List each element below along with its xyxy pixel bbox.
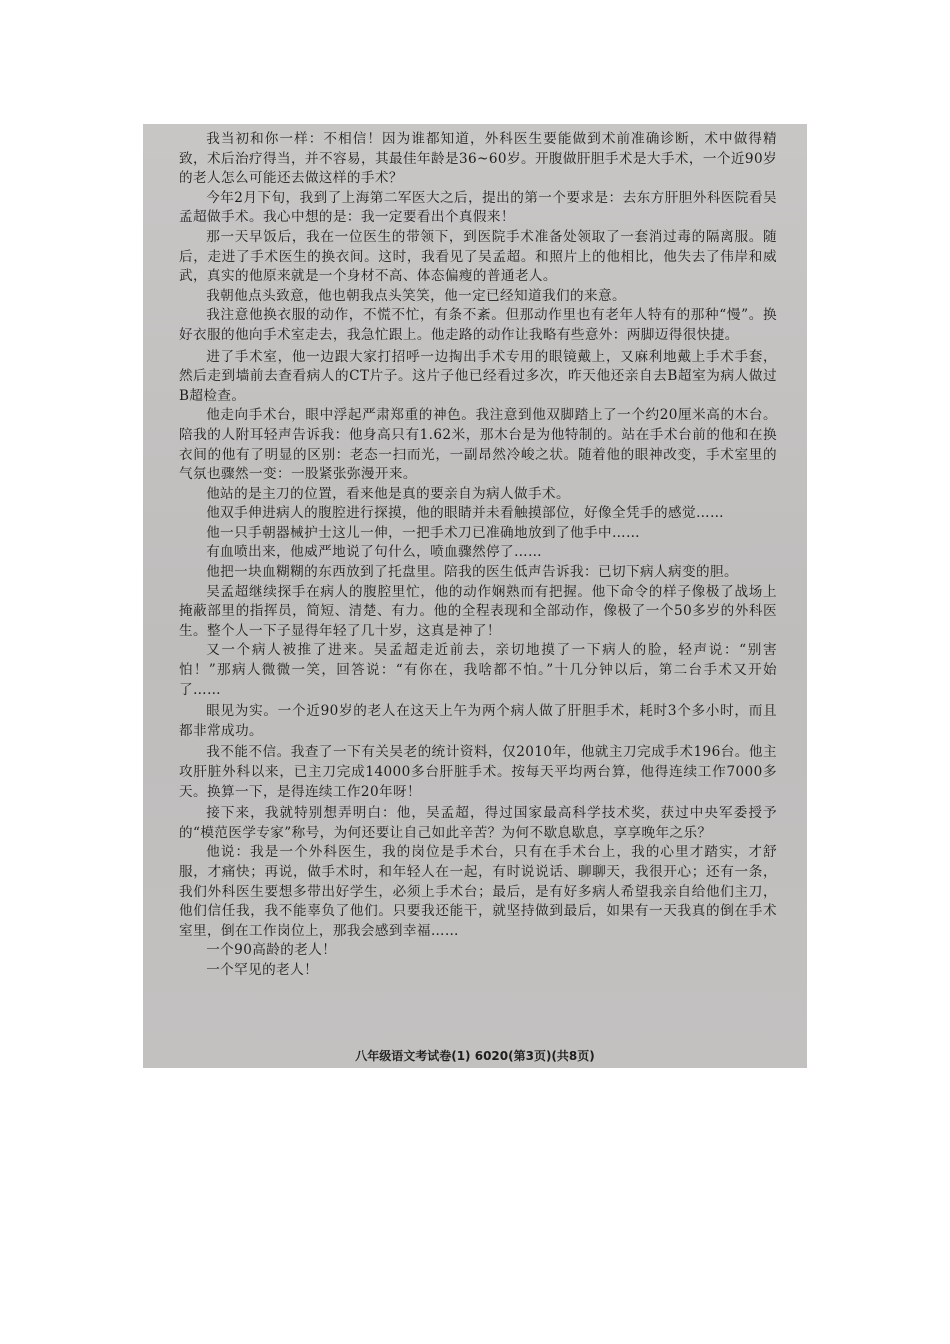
- paragraph: 我注意他换衣服的动作，不慌不忙，有条不紊。但那动作里也有老年人特有的那种“慢”。换好衣服的他向手术室走去，我急忙跟上。他走路的动作让我略有些意外：两脚迈得很快捷。: [179, 307, 777, 343]
- paragraph: 接下来，我就特别想弄明白：他，吴孟超，得过国家最高科学技术奖，获过中央军委授予的“模范医学专家”称号，为何还要让自己如此辛苦？为何不歇息歇息，享享晚年之乐？: [179, 805, 777, 841]
- paragraph: 他一只手朝器械护士这儿一伸，一把手术刀已准确地放到了他手中……: [206, 524, 640, 541]
- paragraph: 今年2月下旬，我到了上海第二军医大之后，提出的第一个要求是：去东方肝胆外科医院看吴孟超做手术。我心中想的是：我一定要看出个真假来！: [179, 189, 777, 226]
- paragraph: 他站的是主刀的位置，看来他是真的要亲自为病人做手术。: [206, 485, 571, 502]
- paragraph: 他说：我是一个外科医生，我的岗位是手术台，只有在手术台上，我的心里才踏实，才舒服，才痛快；再说，做手术时，和年轻人在一起，有时说说话、聊聊天，我很开心；还有一条，我们外科医生要想多带出好学生，必须上手术台；最后，是有好多病人希望我亲自给他们主刀，他们信任我，我不能辜负了他们。只要我还能干，就坚持做到最后，如果有一天我真的倒在手术室里，倒在工作岗位上，那我会感到幸福……: [179, 844, 777, 939]
- paragraph: 他把一块血糊糊的东西放到了托盘里。陪我的医生低声告诉我：已切下病人病变的胆。: [206, 564, 738, 581]
- paragraph: 他双手伸进病人的腹腔进行探摸，他的眼睛并未看触摸部位，好像全凭手的感觉……: [206, 505, 724, 522]
- paragraph: 吴孟超继续探手在病人的腹腔里忙，他的动作娴熟而有把握。他下命令的样子像极了战场上掩蔽部里的指挥员，简短、清楚、有力。他的全程表现和全部动作，像极了一个50多岁的外科医生。整个人一下子显得年轻了几十岁，这真是神了！: [179, 583, 777, 639]
- paragraph: 那一天早饭后，我在一位医生的带领下，到医院手术准备处领取了一套消过毒的隔离服。随后，走进了手术医生的换衣间。这时，我看见了吴孟超。和照片上的他相比，他失去了伟岸和威武，真实的他原来就是一个身材不高、体态偏瘦的普通老人。: [179, 228, 777, 285]
- paragraph: 一个罕见的老人！: [206, 961, 319, 978]
- paragraph: 又一个病人被推了进来。吴孟超走近前去，亲切地摸了一下病人的脸，轻声说：“别害怕！”那病人微微一笑，回答说：“有你在，我啥都不怕。”十几分钟以后，第二台手术又开始了……: [179, 642, 777, 698]
- exam-page: [143, 124, 807, 1068]
- paragraph: 眼见为实。一个近90岁的老人在这天上午为两个病人做了肝胆手术，耗时3个多小时，而且都非常成功。: [179, 703, 777, 739]
- paragraph: 进了手术室，他一边跟大家打招呼一边掏出手术专用的眼镜戴上，又麻利地戴上手术手套，然后走到墙前去查看病人的CT片子。这片子他已经看过多次，昨天他还亲自去B超室为病人做过B超检查。: [179, 348, 777, 404]
- page-footer: 八年级语文考试卷(1) 6020(第3页)(共8页): [355, 1049, 595, 1063]
- paragraph: 我当初和你一样：不相信！因为谁都知道，外科医生要能做到术前准确诊断，术中做得精致，术后治疗得当，并不容易，其最佳年龄是36~60岁。开腹做肝胆手术是大手术，一个近90岁的老人怎么可能还去做这样的手术？: [179, 131, 777, 187]
- paragraph: 有血喷出来，他威严地说了句什么，喷血骤然停了……: [206, 544, 543, 561]
- paragraph: 他走向手术台，眼中浮起严肃郑重的神色。我注意到他双脚踏上了一个约20厘米高的木台。陪我的人附耳轻声告诉我：他身高只有1.62米，那木台是为他特制的。站在手术台前的他和在换衣间的他有了明显的区别：老态一扫而光，一副昂然冷峻之状。随着他的眼神改变，手术室里的气氛也骤然一变：一股紧张弥漫开来。: [179, 407, 777, 483]
- paragraph: 一个90高龄的老人！: [206, 942, 337, 959]
- article-body: [179, 130, 777, 981]
- paragraph: 我朝他点头致意，他也朝我点头笑笑，他一定已经知道我们的来意。: [206, 287, 626, 304]
- paragraph: 我不能不信。我查了一下有关吴老的统计资料，仅2010年，他就主刀完成手术196台。他主攻肝脏外科以来，已主刀完成14000多台肝脏手术。按每天平均两台算，他得连续工作7000多天。换算一下，是得连续工作20年呀！: [179, 744, 777, 800]
